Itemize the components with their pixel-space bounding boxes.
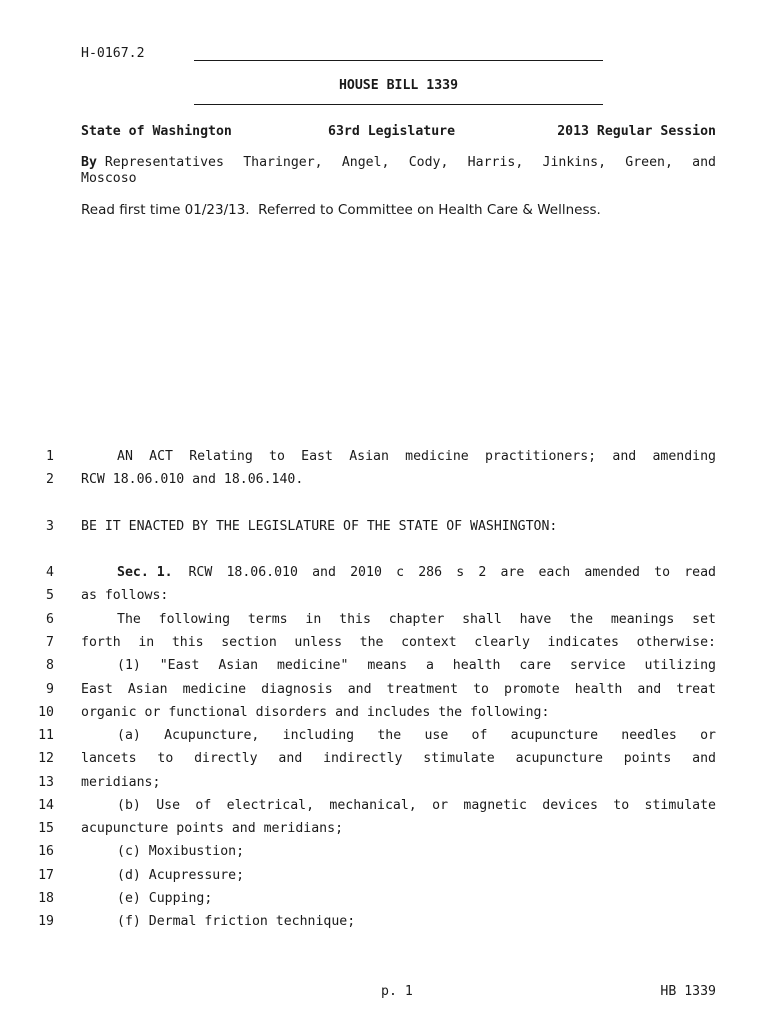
line-number: 11 [38, 728, 54, 743]
line-number: 16 [38, 844, 54, 859]
sponsors-list: Representatives Tharinger, Angel, Cody, Harris, Jinkins, Green, and [104, 155, 716, 170]
line-text: RCW 18.06.010 and 2010 c 286 s 2 are each amended to read [188, 565, 716, 580]
line-number: 9 [46, 682, 54, 697]
line-text: (d) Acupressure; [117, 868, 245, 883]
page-number: p. 1 [381, 984, 413, 999]
line-number: 8 [46, 658, 54, 673]
line-number: 3 [46, 519, 54, 534]
line-text: RCW 18.06.010 and 18.06.140. [81, 472, 304, 487]
line-number: 2 [46, 472, 54, 487]
line-number: 1 [46, 449, 54, 464]
line-number: 6 [46, 612, 54, 627]
line-text: (1) "East Asian medicine" means a health care service utilizing [117, 658, 716, 673]
footer-bill-reference: HB 1339 [660, 984, 716, 999]
line-text: AN ACT Relating to East Asian medicine practitioners; and amending [117, 449, 716, 464]
line-text: (a) Acupuncture, including the use of acupuncture needles or [117, 728, 716, 743]
section-heading-line [81, 565, 716, 580]
legislature-number: 63rd Legislature [328, 124, 456, 139]
line-number: 10 [38, 705, 54, 720]
line-text: lancets to directly and indirectly stimulate acupuncture points and [81, 751, 716, 766]
sponsors-list-continued: Moscoso [81, 171, 137, 186]
first-reading-note: Read first time 01/23/13. Referred to Committee on Health Care & Wellness. [81, 202, 601, 218]
state-name: State of Washington [81, 124, 232, 139]
line-number: 7 [46, 635, 54, 650]
line-number: 13 [38, 775, 54, 790]
line-number: 14 [38, 798, 54, 813]
line-text: (e) Cupping; [117, 891, 213, 906]
line-text: acupuncture points and meridians; [81, 821, 344, 836]
line-text: BE IT ENACTED BY THE LEGISLATURE OF THE STATE OF WASHINGTON: [81, 519, 558, 534]
line-number: 5 [46, 588, 54, 603]
line-text: (b) Use of electrical, mechanical, or magnetic devices to stimulate [117, 798, 716, 813]
line-text: organic or functional disorders and includes the following: [81, 705, 550, 720]
line-text: The following terms in this chapter shall have the meanings set [117, 612, 716, 627]
title-rule-top [194, 60, 603, 61]
sponsors-by-label: By [81, 155, 97, 170]
sponsors-line [81, 155, 716, 170]
line-text: as follows: [81, 588, 169, 603]
title-rule-bottom [194, 104, 603, 105]
line-text: East Asian medicine diagnosis and treatment to promote health and treat [81, 682, 716, 697]
section-label: Sec. 1. [117, 565, 173, 580]
document-code: H-0167.2 [81, 46, 145, 61]
line-number: 15 [38, 821, 54, 836]
line-number: 4 [46, 565, 54, 580]
line-number: 18 [38, 891, 54, 906]
line-text: meridians; [81, 775, 161, 790]
line-text: (c) Moxibustion; [117, 844, 245, 859]
bill-title: HOUSE BILL 1339 [338, 78, 459, 93]
line-number: 19 [38, 914, 54, 929]
session-name: 2013 Regular Session [557, 124, 716, 139]
line-number: 12 [38, 751, 54, 766]
line-text: forth in this section unless the context clearly indicates otherwise: [81, 635, 716, 650]
line-number: 17 [38, 868, 54, 883]
line-text: (f) Dermal friction technique; [117, 914, 356, 929]
